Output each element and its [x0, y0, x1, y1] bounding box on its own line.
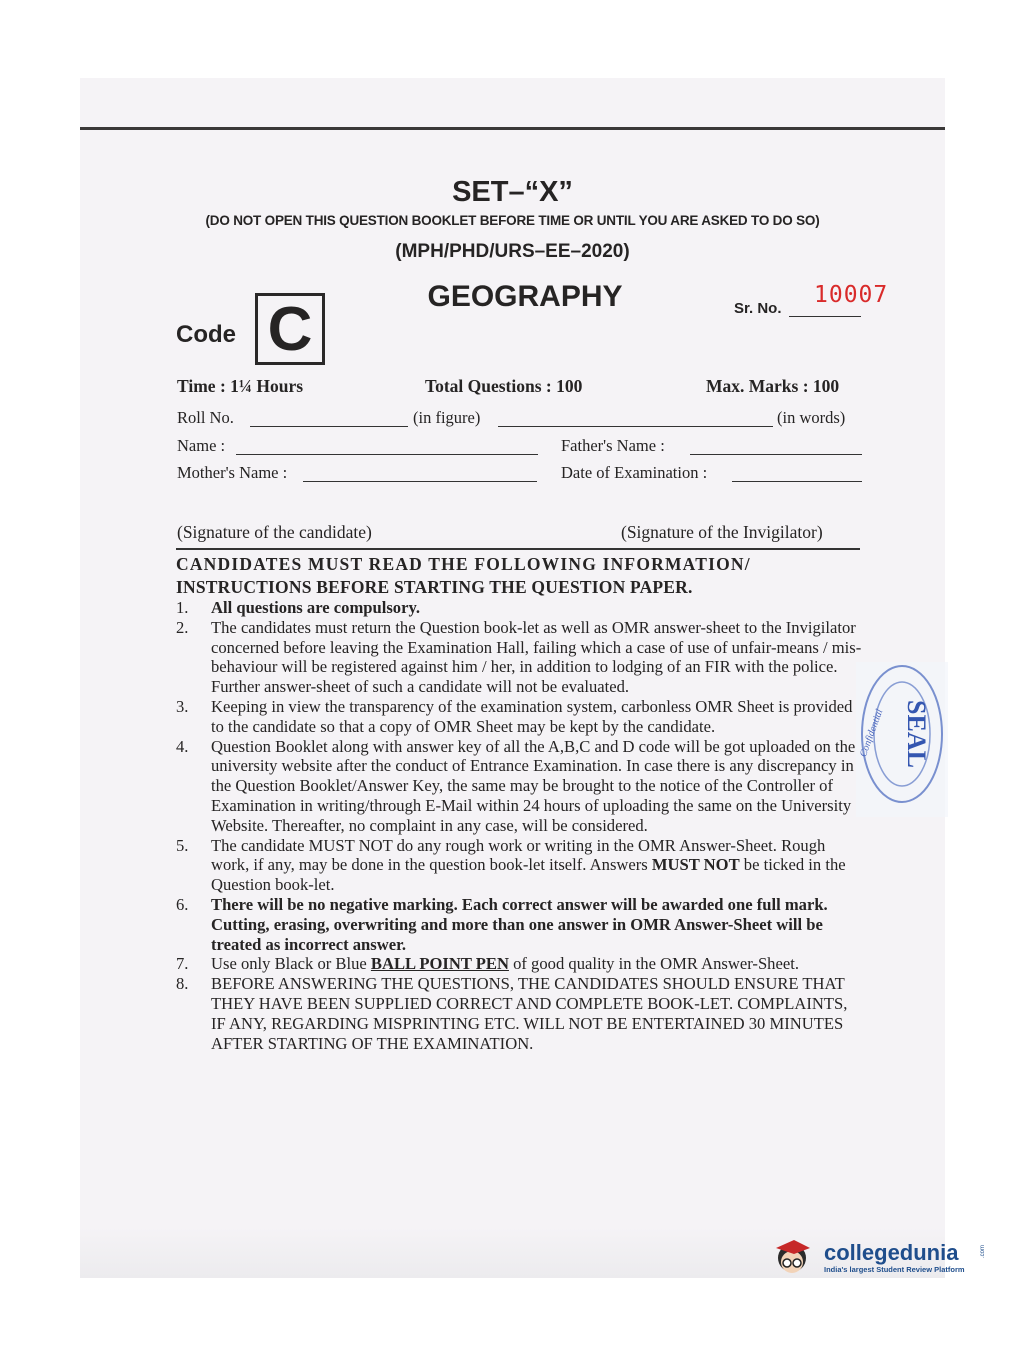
instructions-heading-line1: CANDIDATES MUST READ THE FOLLOWING INFORMATION/ — [176, 554, 751, 574]
roll-no-words-line[interactable] — [498, 426, 773, 427]
confidential-seal-stamp — [856, 662, 948, 817]
candidate-signature-label: (Signature of the candidate) — [177, 522, 372, 542]
serial-number-line — [789, 316, 861, 317]
instruction-item — [176, 974, 866, 1053]
total-questions: Total Questions : 100 — [425, 376, 583, 396]
exam-code: (MPH/PHD/URS–EE–2020) — [395, 241, 630, 262]
seal-text: SEAL — [902, 700, 931, 768]
instruction-item — [176, 895, 866, 954]
serial-number-value: 10007 — [814, 282, 889, 308]
instructions-list — [176, 598, 866, 1053]
instruction-number: 4. — [176, 736, 189, 756]
top-rule — [80, 127, 945, 130]
instruction-number: 5. — [176, 835, 189, 855]
subject-title: GEOGRAPHY — [427, 280, 623, 313]
instruction-text: The candidates must return the Question book-let as well as OMR answer-sheet to the Invigilator concerned before leaving the Examination Hall, failing which a case of use of unfair-means / mis-behaviour will be registered against him / her, in addition to lodging of an FIR with the police. Further answer-sheet of such a candidate will not be evaluated. — [211, 617, 862, 697]
instruction-number: 8. — [176, 974, 189, 994]
in-words-label: (in words) — [777, 408, 846, 427]
instruction-number: 1. — [176, 598, 189, 617]
instruction-item — [176, 598, 866, 618]
instruction-text: BEFORE ANSWERING THE QUESTIONS, THE CANDIDATES SHOULD ENSURE THAT THEY HAVE BEEN SUPPLIED CORRECT AND COMPLETE BOOK-LET. COMPLAINTS, IF ANY, REGARDING MISPRINTING ETC. WILL NOT BE ENTERTAINED 30 MINUTES AFTER STARTING OF THE EXAMINATION. — [211, 974, 848, 1053]
fathers-name-line[interactable] — [690, 454, 862, 455]
brand-name: collegedunia — [824, 1240, 959, 1265]
set-title: SET–“X” — [452, 176, 573, 208]
instruction-text: Use only Black or Blue BALL POINT PEN of good quality in the OMR Answer-Sheet. — [211, 954, 799, 974]
code-label: Code — [176, 321, 236, 348]
invigilator-signature-label: (Signature of the Invigilator) — [621, 522, 823, 542]
collegedunia-logo — [772, 1228, 992, 1288]
name-line[interactable] — [236, 454, 538, 455]
instruction-text: Question Booklet along with answer key of all the A,B,C and D code will be got uploaded on the university website after the conduct of Entrance Examination. In case there is any discrepancy in the Question Booklet/Answer Key, the same may be brought to the notice of the Controller of Examination in writing/through E-Mail within 24 hours of uploading the same on the University Website. Thereafter, no complaint in any case, will be considered. — [211, 736, 856, 835]
instruction-item — [176, 737, 866, 836]
instruction-number: 3. — [176, 696, 189, 716]
instruction-text: Keeping in view the transparency of the examination system, carbonless OMR Sheet is provided to the candidate so that a copy of OMR Sheet may be kept by the candidate. — [211, 696, 853, 736]
instruction-text: All questions are compulsory. — [211, 598, 420, 617]
mothers-name-label: Mother's Name : — [177, 463, 288, 482]
instruction-number: 7. — [176, 954, 189, 974]
do-not-open-warning: (DO NOT OPEN THIS QUESTION BOOKLET BEFORE TIME OR UNTIL YOU ARE ASKED TO DO SO) — [205, 213, 820, 228]
code-box: C — [255, 293, 325, 365]
seal-ring-text: Confidential — [857, 707, 886, 759]
serial-number-label: Sr. No. — [734, 300, 782, 317]
brand-tagline: India's largest Student Review Platform — [824, 1265, 965, 1274]
instruction-number: 6. — [176, 894, 189, 914]
in-figure-label: (in figure) — [413, 408, 481, 427]
name-label: Name : — [177, 436, 226, 455]
fathers-name-label: Father's Name : — [561, 436, 665, 455]
roll-no-label: Roll No. — [177, 408, 234, 427]
brand-suffix: .com — [980, 1244, 986, 1258]
date-of-exam-line[interactable] — [732, 481, 862, 482]
mascot-icon — [772, 1228, 992, 1288]
instruction-item — [176, 697, 866, 737]
roll-no-figure-line[interactable] — [250, 426, 408, 427]
date-of-exam-label: Date of Examination : — [561, 463, 708, 482]
instruction-number: 2. — [176, 617, 189, 637]
max-marks: Max. Marks : 100 — [706, 376, 840, 396]
instruction-text: The candidate MUST NOT do any rough work or writing in the OMR Answer-Sheet. Rough work, if any, may be done in the question book-let itself. Answers MUST NOT be ticked in the Question book-let. — [211, 835, 846, 895]
instruction-text: There will be no negative marking. Each correct answer will be awarded one full mark. Cutting, erasing, overwriting and more than one answer in OMR Answer-Sheet will be treated as incorrect answer. — [211, 894, 828, 954]
instruction-item — [176, 836, 866, 895]
instruction-item — [176, 618, 866, 697]
instructions-heading-line2: INSTRUCTIONS BEFORE STARTING THE QUESTION PAPER. — [176, 577, 693, 597]
mothers-name-line[interactable] — [303, 481, 537, 482]
section-divider — [176, 548, 860, 550]
instruction-item — [176, 954, 866, 974]
time-allowed: Time : 1¼ Hours — [177, 376, 304, 396]
